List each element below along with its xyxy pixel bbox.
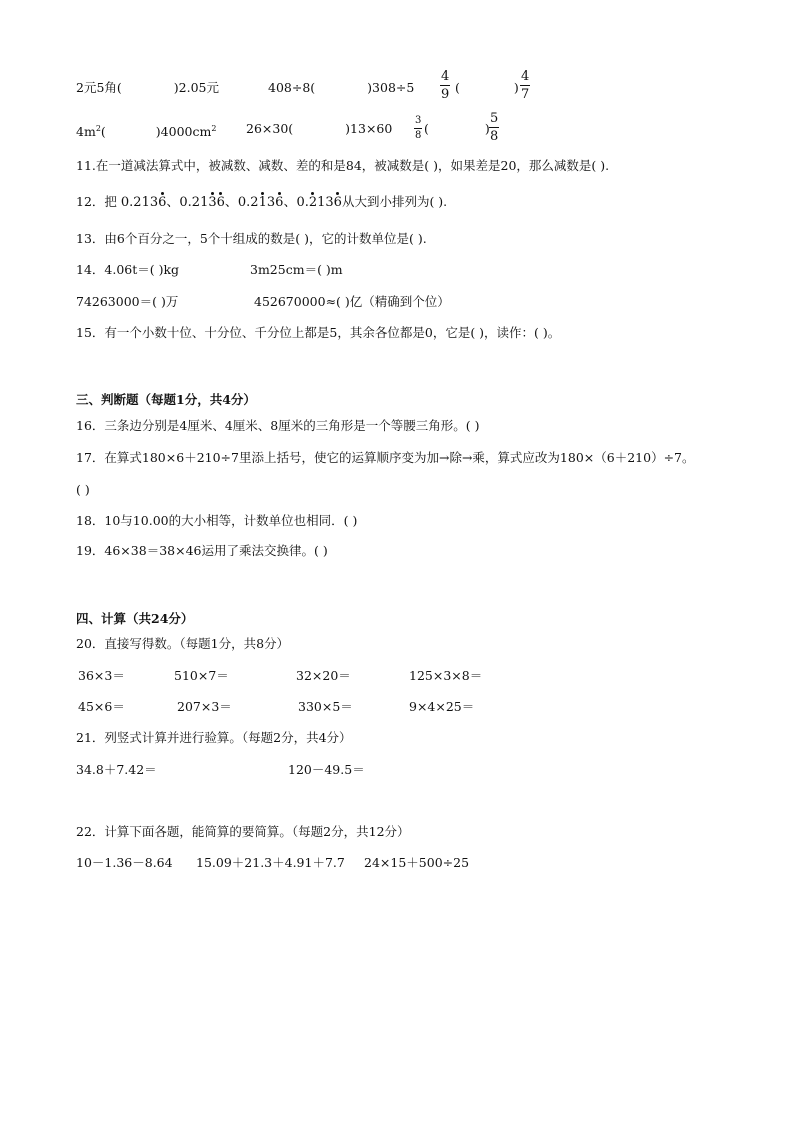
- question-14-b: 3m25cm＝( )m: [250, 262, 343, 277]
- question-14-d: 452670000≈( )亿（精确到个位）: [254, 294, 450, 309]
- repeating-decimal: 、0.2136: [283, 195, 342, 210]
- calc-item: 330×5＝: [298, 699, 353, 714]
- calc-item: 9×4×25＝: [409, 699, 475, 714]
- question-19: 19．46×38＝38×46运用了乘法交换律。( ): [76, 543, 328, 558]
- question-17: 17．在算式180×6＋210÷7里添上括号，使它的运算顺序变为加→除→乘，算式应改为180×（6＋210）÷7。: [76, 450, 695, 465]
- question-20: 20．直接写得数。（每题1分，共8分）: [76, 636, 290, 651]
- question-13: 13．由6个百分之一，5个十组成的数是( )，它的计数单位是( ).: [76, 231, 427, 246]
- question-22: 22．计算下面各题，能简算的要简算。（每题2分，共12分）: [76, 824, 410, 839]
- compare-division: 408÷8( )308÷5: [268, 80, 415, 95]
- vertical-calc-item: 120－49.5＝: [288, 762, 365, 777]
- repeating-decimal: 、0.2136: [166, 195, 225, 210]
- fraction-compare-blank[interactable]: ( ): [424, 121, 490, 136]
- calc-item: 510×7＝: [174, 668, 229, 683]
- repeating-decimal: 0.2136: [120, 195, 167, 210]
- question-21: 21．列竖式计算并进行验算。（每题2分，共4分）: [76, 730, 352, 745]
- section-3-heading: 三、判断题（每题1分，共4分）: [76, 392, 256, 407]
- fraction-left: 3 8: [415, 115, 422, 141]
- calc-item: 36×3＝: [78, 668, 125, 683]
- section-4-heading: 四、计算（共24分）: [76, 611, 194, 626]
- compare-area: $4m^2$( )$4000cm^2$: [76, 124, 217, 140]
- question-14-c: 74263000＝( )万: [76, 294, 179, 309]
- question-14-a: 14．4.06t＝( )kg: [76, 262, 180, 277]
- compare-multiplication: 26×30( )13×60: [246, 121, 393, 136]
- calc-item: 207×3＝: [177, 699, 232, 714]
- fraction-right: 5 8: [490, 111, 499, 144]
- question-11: 11.在一道减法算式中，被减数、减数、差的和是84，被减数是( )，如果差是20，那么减数是( ).: [76, 158, 610, 173]
- question-16: 16．三条边分别是4厘米、4厘米、8厘米的三角形是一个等腰三角形。( ): [76, 418, 480, 433]
- question-15: 15．有一个小数十位、十分位、千分位上都是5，其余各位都是0，它是( )，读作：( )。: [76, 325, 561, 340]
- simplify-item: 24×15＋500÷25: [364, 855, 470, 870]
- calc-item: 125×3×8＝: [409, 668, 483, 683]
- simplify-item: 15.09＋21.3＋4.91＋7.7: [196, 855, 345, 870]
- question-12: 12．把 0.2136、0.2136、0.2136、0.2136从大到小排列为( ).: [76, 194, 448, 210]
- calc-item: 32×20＝: [296, 668, 351, 683]
- question-17-blank[interactable]: ( ): [76, 482, 90, 497]
- fraction-left: 4 9: [441, 69, 450, 102]
- simplify-item: 10－1.36－8.64: [76, 855, 173, 870]
- question-18: 18．10与10.00的大小相等，计数单位也相同．( ): [76, 513, 358, 528]
- fraction-right: 4 7: [521, 69, 530, 102]
- vertical-calc-item: 34.8＋7.42＝: [76, 762, 157, 777]
- repeating-decimal: 、0.2136: [224, 195, 284, 210]
- calc-item: 45×6＝: [78, 699, 125, 714]
- fraction-compare-blank[interactable]: ( ): [455, 80, 519, 95]
- compare-money: 2元5角( )2.05元: [76, 80, 220, 95]
